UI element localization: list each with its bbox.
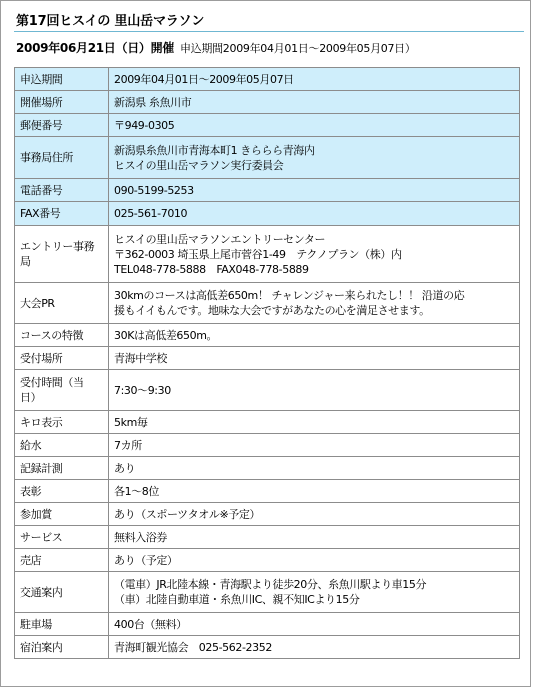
row-label-line: 表彰 [20, 484, 42, 498]
table-row [15, 202, 520, 226]
row-value [109, 347, 520, 370]
row-value-line: 090-5199-5253 [114, 183, 194, 197]
table-row [15, 137, 520, 179]
row-value [109, 434, 520, 457]
table-row [15, 636, 520, 659]
table-row [15, 549, 520, 572]
event-info-table [14, 67, 520, 659]
row-label-line: キロ表示 [20, 415, 63, 429]
row-value [109, 114, 520, 137]
row-value-line: 30kmのコースは高低差650m！ チャレンジャー来られたし！！ 沿道の応 [114, 289, 465, 302]
row-value-line: 7カ所 [114, 438, 142, 452]
row-label-line: 受付時間（当 [20, 376, 84, 389]
row-value-line: 各1～8位 [114, 484, 159, 498]
row-label-line: 大会PR [20, 296, 55, 310]
row-label [15, 68, 109, 91]
table-row [15, 179, 520, 202]
row-label-line: コースの特徴 [20, 328, 84, 342]
table-row [15, 503, 520, 526]
row-value-line: ヒスイの里山岳マラソン実行委員会 [114, 158, 284, 172]
row-value-line: 新潟県糸魚川市青海本町1 きららら青海内 [114, 143, 315, 157]
row-value-line: （車）北陸自動車道・糸魚川IC、親不知ICより15分 [114, 593, 360, 606]
row-label-line: 申込期間 [20, 72, 63, 86]
row-label [15, 526, 109, 549]
table-row [15, 91, 520, 114]
row-label [15, 347, 109, 370]
row-value-line: 7:30～9:30 [114, 383, 171, 397]
table-row [15, 68, 520, 91]
table-row [15, 526, 520, 549]
table-row [15, 572, 520, 613]
row-label-line: 郵便番号 [20, 118, 63, 132]
row-label-line: 交通案内 [20, 585, 63, 599]
row-value [109, 226, 520, 283]
row-label-line: サービス [20, 530, 63, 544]
row-value [109, 572, 520, 613]
row-label [15, 480, 109, 503]
row-value-line: あり [114, 461, 136, 475]
row-value-line: あり（予定） [114, 553, 178, 567]
row-value [109, 202, 520, 226]
table-row [15, 226, 520, 283]
row-value [109, 549, 520, 572]
row-value [109, 526, 520, 549]
table-row [15, 370, 520, 411]
row-value-line: 援もイイもんです。地味な大会ですがあなたの心を満足させます。 [114, 304, 430, 317]
table-row [15, 457, 520, 480]
event-date: 2009年06月21日（日）開催 [16, 41, 174, 55]
table-row [15, 347, 520, 370]
row-value-line: ヒスイの里山岳マラソンエントリーセンター [114, 232, 326, 246]
row-label-line: 記録計測 [20, 461, 63, 475]
page-title: 第17回ヒスイの 里山岳マラソン [16, 14, 205, 29]
row-value-line: 青海町観光協会 025-562-2352 [114, 640, 272, 654]
row-label [15, 457, 109, 480]
row-value-line: 無料入浴券 [114, 530, 167, 544]
row-value-line: 30Kは高低差650m。 [114, 328, 218, 342]
row-value-line: 〒949-0305 [114, 118, 175, 132]
row-value [109, 613, 520, 636]
row-value [109, 411, 520, 434]
row-label-line: 給水 [20, 438, 42, 452]
row-value-line: 〒362-0003 埼玉県上尾市菅谷1-49 テクノプラン（株）内 [114, 247, 402, 261]
row-value-line: 5km毎 [114, 415, 148, 429]
row-label [15, 434, 109, 457]
table-row [15, 411, 520, 434]
row-value-line: （電車）JR北陸本線・青海駅より徒歩20分、糸魚川駅より車15分 [114, 578, 427, 591]
table-row [15, 283, 520, 324]
row-label [15, 283, 109, 324]
row-value [109, 370, 520, 411]
event-subtitle [16, 39, 416, 56]
application-period: 申込期間2009年04月01日～2009年05月07日） [180, 42, 416, 55]
row-label-line: 開催場所 [20, 95, 63, 109]
row-value-line: 025-561-7010 [114, 207, 188, 220]
row-label [15, 202, 109, 226]
row-label-line: 受付場所 [20, 351, 63, 365]
row-label-line: エントリー事務 [20, 240, 95, 253]
row-label [15, 226, 109, 283]
row-label-line: 局 [20, 255, 31, 268]
row-value [109, 457, 520, 480]
row-value [109, 68, 520, 91]
row-value-line: TEL048-778-5888 FAX048-778-5889 [114, 262, 309, 276]
row-label [15, 91, 109, 114]
row-value [109, 636, 520, 659]
row-value [109, 283, 520, 324]
row-label [15, 503, 109, 526]
row-label-line: 日） [20, 391, 42, 404]
event-info-body [15, 68, 520, 659]
row-label [15, 549, 109, 572]
row-value [109, 503, 520, 526]
row-label [15, 411, 109, 434]
row-label-line: 参加賞 [20, 507, 52, 521]
row-value [109, 91, 520, 114]
row-label-line: 電話番号 [20, 183, 63, 197]
row-value [109, 137, 520, 179]
row-label [15, 324, 109, 347]
row-value [109, 179, 520, 202]
row-value-line: あり（スポーツタオル※予定） [114, 507, 261, 521]
table-row [15, 434, 520, 457]
title-divider [14, 31, 524, 32]
row-value-line: 400台（無料） [114, 617, 187, 631]
row-label-line: 宿泊案内 [20, 640, 63, 654]
table-row [15, 324, 520, 347]
row-label [15, 572, 109, 613]
row-value-line: 2009年04月01日～2009年05月07日 [114, 72, 294, 86]
row-label [15, 636, 109, 659]
table-row [15, 114, 520, 137]
row-label [15, 179, 109, 202]
row-label-line: 事務局住所 [20, 151, 73, 164]
row-label-line: 売店 [20, 553, 42, 567]
row-value [109, 480, 520, 503]
table-row [15, 480, 520, 503]
row-label-line: 駐車場 [20, 617, 52, 631]
row-label [15, 114, 109, 137]
row-label-line: FAX番号 [20, 207, 61, 220]
row-label [15, 613, 109, 636]
row-label [15, 370, 109, 411]
row-value [109, 324, 520, 347]
row-value-line: 青海中学校 [114, 351, 167, 365]
table-row [15, 613, 520, 636]
row-value-line: 新潟県 糸魚川市 [114, 95, 192, 109]
row-label [15, 137, 109, 179]
